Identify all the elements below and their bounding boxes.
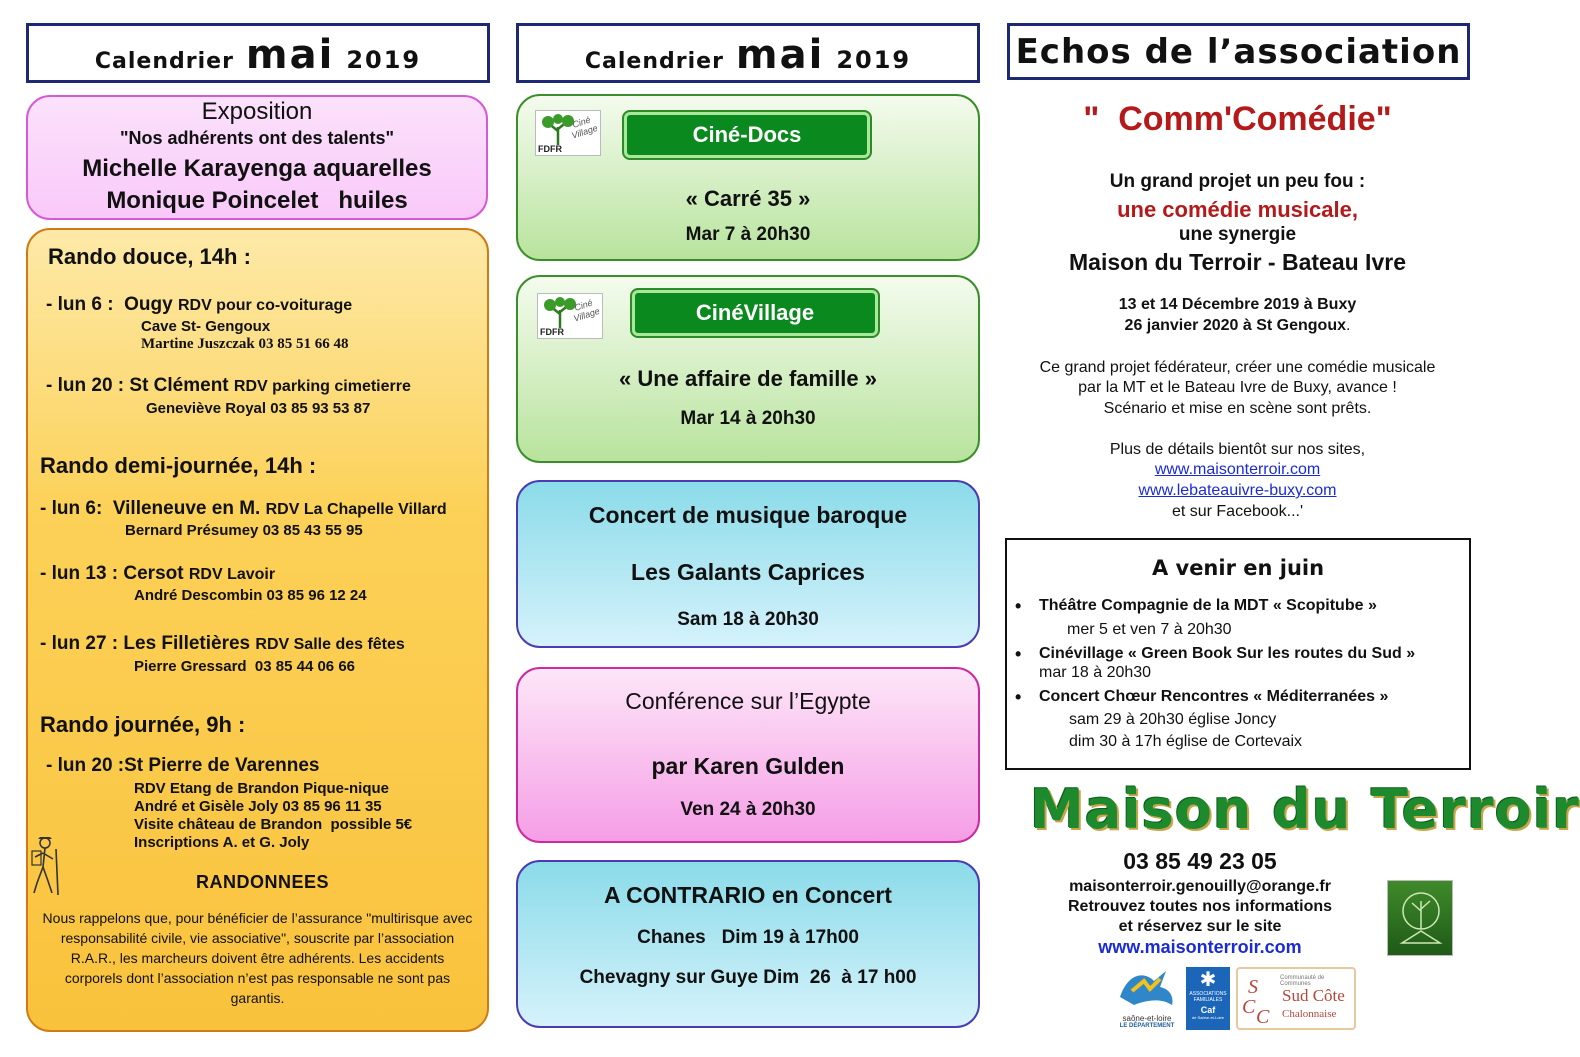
echos-date-2 — [1005, 317, 1470, 335]
rando-day: - lun 20 :St Pierre de Varennes — [46, 755, 320, 776]
left-calendar-header — [26, 23, 490, 83]
rando-contact: Geneviève Royal 03 85 93 53 87 — [146, 400, 371, 417]
juin-item-cinevillage — [1007, 645, 1469, 682]
rando-inscriptions: Inscriptions A. et G. Joly — [134, 834, 310, 851]
rando-contact: Martine Juszczak 03 85 51 66 48 — [141, 336, 349, 352]
echos-date-2-end: . — [1345, 317, 1351, 334]
notice-line: responsabilité civile, vie associative", souscrite par l’association — [60, 930, 455, 946]
juin-item-theatre — [1007, 597, 1469, 639]
contrario-box — [516, 860, 980, 1028]
echos-date-1: 13 et 14 Décembre 2019 à Buxy — [1118, 296, 1357, 313]
rando-place: Cave St- Gengoux — [141, 318, 271, 335]
cinevillage-logo-script: Ciné Village — [572, 297, 601, 324]
cinedocs-badge: Ciné-Docs — [624, 112, 870, 158]
expo-subtitle: "Nos adhérents ont des talents" — [119, 128, 395, 148]
conference-date: Ven 24 à 20h30 — [680, 799, 816, 820]
svg-text:S: S — [1248, 976, 1258, 998]
exposition-box — [26, 95, 488, 220]
comm-comedie-title: " Comm'Comédie" — [1083, 100, 1392, 138]
conference-box — [516, 667, 980, 843]
mdt-website[interactable]: www.maisonterroir.com — [1098, 937, 1302, 957]
cinevillage-film: « Une affaire de famille » — [619, 366, 877, 391]
rando-rdv: RDV parking cimetierre — [233, 378, 411, 395]
rando-contact: Bernard Présumey 03 85 43 55 95 — [125, 522, 363, 539]
rando-journee-title: Rando journée, 9h : — [40, 712, 246, 737]
echos-line-2: une comédie musicale, — [1117, 197, 1358, 222]
juin-item-date: mar 18 à 20h30 — [1039, 664, 1152, 681]
cinevillage-box — [516, 275, 980, 463]
saone-et-loire-icon — [1114, 967, 1180, 1009]
juin-item-title: Concert Chœur Rencontres « Méditerranées » — [1039, 688, 1389, 705]
saone-et-loire-logo — [1114, 967, 1180, 1030]
randonnees-box — [26, 228, 489, 1032]
notice-line: Nous rappelons que, pour bénéficier de l’assurance "multirisque avec — [42, 910, 473, 926]
rando-rdv: RDV La Chapelle Villard — [265, 501, 447, 518]
a-venir-en-juin-box — [1005, 538, 1471, 770]
rando-contact: André et Gisèle Joly 03 85 96 11 35 — [134, 798, 382, 815]
rando-rdv: RDV Etang de Brandon Pique-nique — [134, 780, 390, 797]
echos-line-3: une synergie — [1178, 224, 1297, 245]
juin-item-concert — [1007, 688, 1469, 751]
contrario-date-2: Chevagny sur Guye Dim 26 à 17 h00 — [579, 967, 917, 988]
expo-title: Exposition — [201, 98, 313, 125]
mdt-square-logo — [1387, 880, 1453, 956]
rando-day: - lun 20 : St Clément — [46, 375, 229, 396]
rando-rdv: RDV Lavoir — [188, 566, 276, 583]
juin-item-title: Théâtre Compagnie de la MDT « Scopitube » — [1039, 597, 1377, 614]
echos-date-2-text: 26 janvier 2020 à St Gengoux — [1124, 317, 1346, 334]
middle-calendar-header — [516, 23, 980, 83]
rando-day: - lun 27 : Les Filletières — [40, 633, 251, 654]
mdt-email[interactable]: maisonterroir.genouilly@orange.fr — [1069, 878, 1331, 895]
cinevillage-logo-script: Ciné Village — [570, 114, 599, 141]
conference-title: Conférence sur l’Egypte — [625, 688, 871, 714]
rando-rdv: RDV Salle des fêtes — [255, 636, 405, 653]
rando-day: - lun 13 : Cersot — [40, 563, 184, 584]
echos-line-4: Maison du Terroir - Bateau Ivre — [1069, 249, 1406, 275]
rando-item-day — [46, 294, 352, 316]
scc-label-sub: Chalonnaise — [1282, 1008, 1337, 1020]
rando-contact: André Descombin 03 85 96 12 24 — [134, 587, 367, 604]
insurance-notice — [28, 908, 487, 1008]
scc-label-small: Communauté de Communes — [1280, 975, 1325, 987]
rando-item-day — [40, 498, 447, 520]
mdt-contact — [1005, 848, 1395, 958]
notice-line: garantis. — [230, 990, 285, 1006]
rando-visit: Visite château de Brandon possible 5€ — [134, 816, 413, 833]
concert-title: Concert de musique baroque — [588, 502, 908, 528]
header-month: mai — [245, 32, 335, 78]
header-month: mai — [735, 32, 825, 78]
link-row-1 — [1005, 461, 1470, 479]
caf-sub: de Saône-et-Loire — [1191, 1015, 1225, 1020]
assoc-label: FAMILIALES — [1193, 997, 1223, 1003]
juin-title: A venir en juin — [1151, 556, 1325, 580]
cinedocs-date: Mar 7 à 20h30 — [685, 224, 811, 245]
expo-artist-2: Monique Poincelet huiles — [106, 187, 408, 214]
contrario-title: A CONTRARIO en Concert — [604, 882, 892, 908]
mdt-phone: 03 85 49 23 05 — [1123, 848, 1277, 874]
rando-day: - lun 6: Villeneuve en M. — [40, 498, 261, 519]
saone-et-loire-label: saône-et-loire — [1122, 1014, 1172, 1023]
echos-text-4: Plus de détails bientôt sur nos sites, — [1109, 441, 1366, 458]
tree-house-icon — [1388, 881, 1454, 957]
rando-demi-title: Rando demi-journée, 14h : — [40, 453, 317, 478]
header-calendar-label: Calendrier — [584, 49, 724, 74]
hiker-icon — [28, 835, 64, 897]
contrario-date-1: Chanes Dim 19 à 17h00 — [637, 927, 859, 948]
cinedocs-box — [516, 94, 980, 261]
echos-header-title: Echos de l’association — [1015, 32, 1462, 72]
link-row-2 — [1005, 482, 1470, 500]
echos-text-3: Scénario et mise en scène sont prêts. — [1103, 400, 1372, 417]
scc-label-main: Sud Côte — [1282, 986, 1345, 1005]
cinevillage-badge: CinéVillage — [632, 290, 878, 336]
header-year: 2019 — [346, 46, 422, 74]
saone-et-loire-sub: LE DÉPARTEMENT — [1119, 1023, 1175, 1029]
juin-item-date: mer 5 et ven 7 à 20h30 — [1067, 621, 1232, 638]
associations-familiales-logo — [1186, 967, 1230, 1030]
maison-du-terroir-logo: Maison du Terroir — [1030, 778, 1580, 841]
cinevillage-logo — [537, 293, 603, 339]
rando-item-day — [40, 633, 405, 655]
conference-speaker: par Karen Gulden — [651, 753, 845, 779]
cinevillage-date: Mar 14 à 20h30 — [680, 408, 816, 429]
snowflake-icon: ✱ — [1199, 969, 1217, 991]
echos-text-5: et sur Facebook...' — [1171, 503, 1304, 520]
juin-item-title: Cinévillage « Green Book Sur les routes du Sud » — [1039, 645, 1416, 662]
caf-label: Caf — [1200, 1005, 1216, 1015]
juin-item-date: sam 29 à 20h30 église Joncy — [1069, 711, 1277, 728]
echos-header — [1007, 23, 1470, 80]
concert-box — [516, 480, 980, 648]
sud-cote-chalonnaise-logo — [1236, 967, 1356, 1030]
mdt-info-2: et réservez sur le site — [1118, 918, 1282, 935]
rando-item-day — [40, 563, 275, 585]
fdfr-label: FDFR — [540, 327, 564, 337]
echos-text-2: par la MT et le Bateau Ivre de Buxy, avance ! — [1078, 379, 1397, 396]
concert-date: Sam 18 à 20h30 — [677, 609, 819, 630]
svg-text:C: C — [1256, 1006, 1270, 1028]
juin-item-date: dim 30 à 17h église de Cortevaix — [1069, 733, 1303, 750]
randonnees-title: RANDONNEES — [196, 872, 330, 892]
rando-rdv: RDV pour co-voiturage — [177, 297, 353, 314]
rando-douce-title: Rando douce, 14h : — [48, 244, 251, 269]
header-year: 2019 — [836, 46, 912, 74]
cinedocs-film: « Carré 35 » — [685, 186, 811, 211]
rando-item-day — [46, 375, 411, 397]
echos-text-1: Ce grand projet fédérateur, créer une comédie musicale — [1039, 359, 1436, 376]
expo-artist-1: Michelle Karayenga aquarelles — [82, 155, 432, 182]
rando-contact: Pierre Gressard 03 85 44 06 66 — [134, 658, 356, 675]
header-calendar-label: Calendrier — [94, 49, 234, 74]
cinevillage-logo — [535, 110, 601, 156]
echos-line-1: Un grand projet un peu fou : — [1109, 171, 1366, 192]
bateauivre-link[interactable]: www.lebateauivre-buxy.com — [1138, 482, 1337, 499]
scc-emblem-icon — [1240, 971, 1280, 1029]
mdt-info-1: Retrouvez toutes nos informations — [1067, 898, 1333, 915]
concert-group: Les Galants Caprices — [631, 559, 865, 585]
rando-day: - lun 6 : Ougy — [46, 294, 173, 315]
assoc-label: ASSOCIATIONS — [1189, 991, 1227, 997]
notice-line: corporels dont l’association n’est pas responsable ne sont pas — [64, 970, 451, 986]
maisonterroir-link[interactable]: www.maisonterroir.com — [1154, 461, 1321, 478]
notice-line: R.A.R., les marcheurs doivent être adhérents. Les accidents — [70, 950, 445, 966]
fdfr-label: FDFR — [538, 144, 562, 154]
svg-text:C: C — [1242, 996, 1256, 1018]
